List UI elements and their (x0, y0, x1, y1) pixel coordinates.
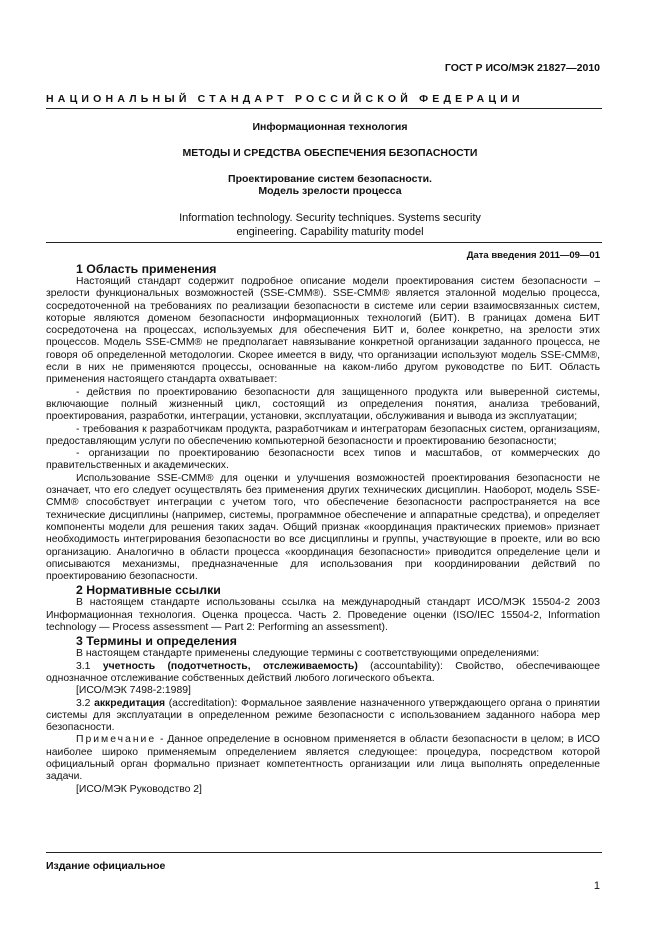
term-3-2-term: аккредитация (94, 697, 166, 709)
introduction-date: Дата введения 2011—09—01 (466, 250, 600, 261)
note-text: - Данное определение в основном применяется в области безопасности в целом; в ИСО наиболее широко применяемым определением является следующее: процедура, посредством которой официальный орган формально признает компетентность организации или лица выполнять определенные задачи. (46, 734, 600, 783)
note (46, 734, 600, 783)
section-1-paragraph-2: Использование SSE-CMM® для оценки и улучшения возможностей проектирования безопасности не означает, что его следует осуществлять без применения других технических дисциплин. Наоборот, модель SSE-CMM® способствует интеграции с учетом того, что обеспечение безопасности распространяется на все технические дисциплины (например, системы, программное обеспечение и аппаратные средства), и определяет компоненты модели для решения таких задач. Общий признак «координация практических приемов» признает необходимость интегрирования безопасности во все дисциплины и группы, участвующие в проекте, или во всю организацию. Аналогично в области процесса «координация безопасности» приводится определение цели и описываются механизмы, предназначенные для использования при координировании действий по проектированию безопасности. (46, 472, 600, 583)
term-3-1-term: учетность (подотчетность, отслеживаемость) (102, 660, 358, 672)
section-1-paragraph-1: Настоящий стандарт содержит подробное описание модели проектирования систем безопасности – зрелости функциональных возможностей (SSE-CMM®). SSE-CMM® является эталонной моделью процесса, сосредоточенной на требованиях по реализации безопасности в системе или серии взаимосвязанных систем, которые являются доменом безопасности информационных технологий (БИТ). В границах домена БИТ сосредоточена на процессах, используемых для обеспечения БИТ и, более конкретно, на зрелости этих процессов. Модель SSE-CMM® не предполагает навязывание конкретной организации заданного процесса, не говоря об определенной методологии. Скорее имеется в виду, что организации используют модель SSE-CMM®, если в них не применяются процессы, основанные на каком-либо другом руководстве по БИТ. Область применения настоящего стандарта охватывает: (46, 276, 600, 386)
scope-bullet-1: - действия по проектированию безопасности для защищенного продукта или выверенной системы, включающие полный жизненный цикл, состоящий из определения понятия, анализа требований, проектирования, разработки, интеграции, установки, эксплуатации, обслуживания и вывода из эксплуатации; (46, 386, 600, 423)
official-edition-label: Издание официальное (46, 860, 166, 872)
subtitle-line-a: Проектирование систем безопасности. (228, 173, 432, 185)
document-code: ГОСТ Р ИСО/МЭК 21827—2010 (444, 62, 600, 74)
english-title-line-1: Information technology. Security techniques. Systems security (179, 212, 481, 224)
scope-bullet-3: - организации по проектированию безопасности всех типов и масштабов, от коммерческих до правительственных и академических. (46, 448, 600, 472)
section-3-heading: 3 Термины и определения (76, 634, 237, 649)
term-3-1 (46, 661, 600, 686)
term-3-2 (46, 698, 600, 735)
national-standard-banner: НАЦИОНАЛЬНЫЙ СТАНДАРТ РОССИЙСКОЙ ФЕДЕРАЦИИ (46, 93, 524, 105)
header-divider (46, 108, 602, 109)
term-3-2-definition: (accreditation): Формальное заявление назначенного утверждающего органа о принятии системы для эксплуатации в определенном режиме безопасности с использованием заданного набора мер безопасности. (46, 697, 600, 734)
subtitle-line-b: Модель зрелости процесса (258, 185, 402, 197)
page-number: 1 (593, 880, 600, 892)
term-3-1-definition: (accountability): Свойство, обеспечивающее однозначное отслеживание собственных действий любого логического объекта. (46, 660, 600, 684)
note-label: Примечание (76, 734, 157, 746)
document-body (46, 262, 600, 796)
term-3-1-number: 3.1 (76, 660, 91, 672)
title-divider (46, 242, 602, 243)
title-line-1: Информационная технология (252, 121, 408, 133)
footer-divider (46, 852, 602, 853)
english-title (40, 211, 620, 239)
section-3-intro: В настоящем стандарте применены следующие термины с соответствующими определениями: (76, 648, 540, 660)
section-2-paragraph: В настоящем стандарте использованы ссылка на международный стандарт ИСО/МЭК 15504-2 2003 Информационная технология. Оценка процесса. Часть 2. Проведение оценки (ISO/IEC 15504-2, Information technology — Process assessment — Part 2: Performing an assessment). (46, 597, 600, 634)
title-subtitle (40, 173, 620, 197)
title-line-2: МЕТОДЫ И СРЕДСТВА ОБЕСПЕЧЕНИЯ БЕЗОПАСНОСТИ (182, 147, 478, 159)
section-1-heading: 1 Область применения (76, 262, 217, 276)
term-3-2-number: 3.2 (76, 697, 91, 709)
term-3-2-reference: [ИСО/МЭК Руководство 2] (76, 783, 202, 795)
section-2-heading: 2 Нормативные ссылки (76, 583, 221, 598)
term-3-1-reference: [ИСО/МЭК 7498-2:1989] (76, 685, 191, 697)
scope-bullet-2: - требования к разработчикам продукта, разработчикам и интеграторам безопасных систем, организациям, предоставляющим услуги по обеспечению компьютерной безопасности и проектированию безопасности; (46, 423, 600, 447)
english-title-line-2: engineering. Capability maturity model (236, 226, 424, 238)
